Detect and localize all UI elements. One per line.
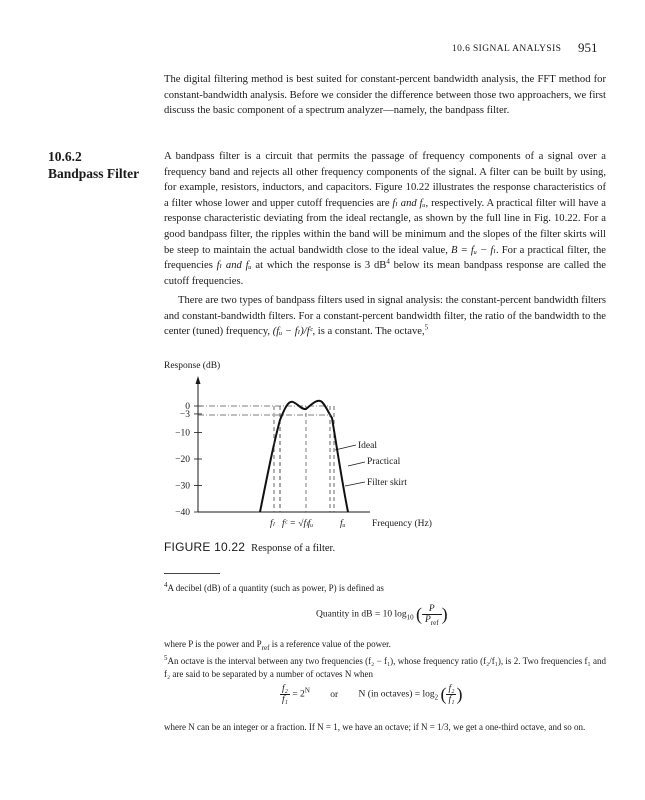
- fn5-eq-or: or: [330, 689, 339, 700]
- y-tick-label: −3: [179, 409, 190, 420]
- fn5-right-den: f₁: [448, 695, 455, 705]
- section-number: 10.6.2: [48, 149, 82, 164]
- ideal-leader: [335, 445, 356, 450]
- footnote-4-mark: 4: [164, 581, 168, 589]
- footnote-4-where: [164, 638, 606, 651]
- footnote-5-mark: 5: [164, 654, 168, 662]
- y-tick-label: −30: [175, 481, 190, 492]
- footnote-5-equation: $\frac{\text{f₂}}{\text{f₁}}$ = $2^N$ or N (in octaves) = $\log_2$ ( $\frac{\text{f₂}}{\text{f₁}}$ ): [282, 684, 463, 705]
- footnote-5-end: where N can be an integer or a fraction. If N = 1, we have an octave; if N = 1/3, we get a one-third octave, and so on.: [164, 722, 586, 732]
- fn4-eq-den: P: [424, 615, 431, 625]
- y-tick-label: −20: [175, 455, 190, 465]
- annotation-practical: Practical: [367, 457, 401, 467]
- running-head: 10.6 SIGNAL ANALYSIS: [452, 44, 562, 54]
- footnote-4: [164, 582, 606, 595]
- skirt-leader: [345, 482, 365, 486]
- math-ratio: (fᵤ − fₗ)/fᶜ: [272, 326, 313, 338]
- figure-caption-text: Response of a filter.: [251, 543, 336, 554]
- annotation-filter-skirt: Filter skirt: [367, 478, 407, 488]
- fn5-eq-exp: N: [304, 686, 310, 695]
- types-text-2: , is a constant. The octave,: [312, 326, 425, 338]
- footnote-5-text: An octave is the interval between any two frequencies (f₂ − f₁), whose frequency ratio (f₂/f₁), is 2. Two frequencies f₁ and f₂ are said to be separated by a number of octaves N when: [164, 656, 606, 679]
- footnote-5: [164, 655, 606, 680]
- fn5-right-num: f₂: [448, 684, 455, 694]
- intro-paragraph: The digital filtering method is best suited for constant-percent bandwidth analysis, the FFT method for constant-bandwidth analysis. Before we consider the difference between those two approachers, we first discuss the basic component of a spectrum analyzer—namely, the bandpass filter.: [164, 74, 606, 117]
- fn5-left-rhs: = 2: [292, 689, 305, 700]
- figure-caption: [164, 540, 335, 555]
- bandpass-text-1: A bandpass filter is a circuit that permits the passage of frequency components of a signal over a frequency band and rejects all other frequency components of the signal. A filter can be built by using, for example, resistors, inductors, and capacitors. Figure 10.22 illustrates the response characteristics of a filter whose lower and upper cutoff frequencies are: [164, 151, 606, 209]
- page-number: 951: [578, 40, 598, 55]
- bandpass-text-4: at which the response is 3 dB: [251, 260, 387, 272]
- bandpass-text-2: respectively. A practical filter will have a response characteristic deviating from the ideal rectangle, as shown by the full line in Fig. 10.22. For a good bandpass filter, the ripples within the band will be minimum and the slopes of the filter skirts will be steep to maintain the actual bandwidth close to the ideal value,: [164, 197, 607, 256]
- fn5-right-base: 2: [434, 693, 439, 702]
- footnote-rule: [164, 573, 220, 574]
- fn5-left-den: f₁: [282, 695, 288, 705]
- y-axis-arrow-icon: [196, 376, 201, 384]
- x-tick-fl: fₗ: [270, 519, 275, 529]
- footnote-ref-4[interactable]: 4: [386, 257, 390, 266]
- footnote-ref-5[interactable]: 5: [424, 323, 429, 332]
- types-paragraph: [164, 293, 606, 340]
- math-bandwidth: B = fᵤ − fₗ: [451, 244, 496, 256]
- practical-leader: [348, 462, 365, 466]
- bandpass-text-5: below its mean bandpass response are called the cutoff frequencies.: [164, 260, 607, 287]
- section-title: Bandpass Filter: [48, 166, 140, 181]
- y-tick-label: 0: [185, 402, 190, 412]
- fn5-left-num: f₂: [282, 684, 288, 694]
- fn4-where-text: where P is the power and P: [164, 639, 262, 649]
- fn4-where-end: is a reference value of the power.: [269, 639, 391, 649]
- y-axis-label: Response (dB): [164, 361, 221, 371]
- fn4-eq-den-sub: ref: [430, 618, 439, 627]
- y-tick-label: −10: [175, 428, 190, 439]
- fn5-right-lhs: N (in octaves) = log: [358, 689, 435, 700]
- bandpass-text-3: . For a practical filter, the frequencies: [164, 244, 607, 272]
- types-text-1: There are two types of bandpass filters used in signal analysis: the constant-percent bandwidth filters and constant-bandwidth filters. For a constant-percent bandwidth filter, the ratio of the bandwidth to the center (tuned) frequency,: [164, 295, 606, 338]
- footnote-4-equation: Quantity in dB = 10 $\log_{10}$ ( P $P_{ref}$ ): [316, 604, 448, 627]
- x-tick-fu: fᵤ: [340, 519, 346, 529]
- math-fl-and-fu: fₗ and fᵤ: [216, 260, 252, 272]
- y-tick-label: −40: [175, 508, 190, 518]
- x-axis-label: Frequency (Hz): [372, 519, 432, 529]
- annotation-ideal: Ideal: [358, 441, 377, 451]
- x-tick-fc: fᶜ = √fₗfᵤ: [282, 519, 314, 529]
- footnote-4-text: A decibel (dB) of a quantity (such as power, P) is defined as: [167, 583, 384, 593]
- fn4-eq-base: 10: [406, 613, 414, 622]
- bandpass-paragraph: [164, 149, 606, 289]
- fn4-eq-lhs: Quantity in dB = 10 log: [316, 609, 407, 620]
- figure-label: FIGURE 10.22: [164, 540, 246, 554]
- math-fl-fu: fₗ and fᵤ,: [392, 197, 429, 209]
- practical-response-curve: [260, 401, 348, 512]
- filter-response-chart: [160, 352, 460, 532]
- fn4-eq-num: P: [428, 604, 435, 614]
- fn4-where-sub: ref: [261, 643, 270, 652]
